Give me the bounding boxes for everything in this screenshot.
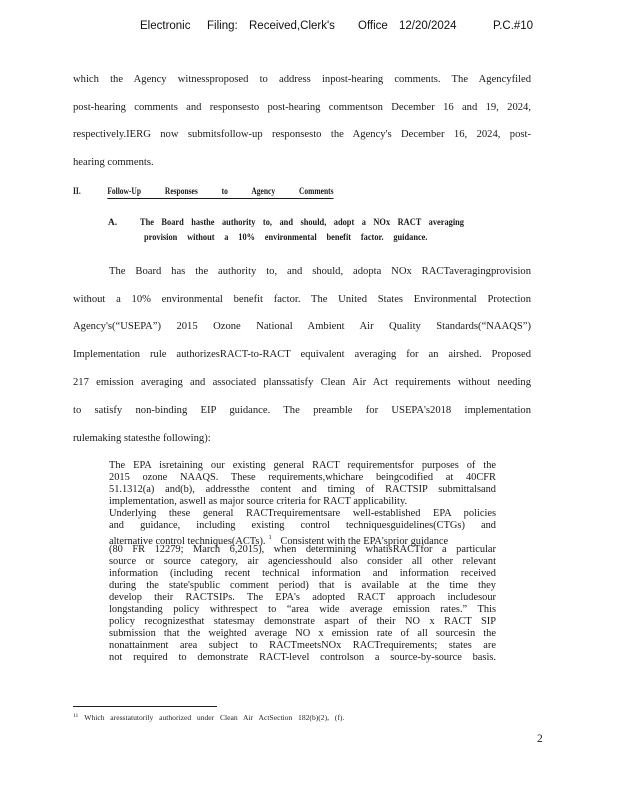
body-line: Implementation rule authorizesRACT-to-RACT equivalent averaging for an airshed. Proposed (73, 349, 531, 360)
quote-line: and guidance, including existing control techniquesguidelines(CTGs) and (109, 520, 496, 531)
quote-line-text: alternative control techniques(ACTs). (109, 536, 266, 547)
quote-line: 51.1312(a) and(b), addressthe content and timing of RACTSIP submittalsand (109, 484, 496, 495)
header-filing: Filing: (207, 20, 238, 32)
quote-line: policy recognizesthat statesmay demonstrate aspart of their NO x RACT SIP (109, 616, 496, 627)
body-line: rulemaking statesthe following): (73, 433, 211, 444)
body-line: The Board has the authority to, and should, adopta NOx RACTaveragingprovision (109, 266, 531, 277)
quote-line: during the state'spublic comment period) that is available at the time they (109, 580, 496, 591)
footnote-text: Which aresstatutorily authorized under Clean Air ActSection 182(b)(2), (f). (84, 713, 345, 722)
subheading-letter: A. (108, 218, 118, 228)
quote-line: nonattainment area subject to RACTmeetsNOx RACTrequirements; states are (109, 640, 496, 651)
quote-line-text: Consistent with the EPA'sprior guidance (280, 536, 449, 547)
quote-line: (80 FR 12279; March 6,2015), when determining whatisRACTfor a particular (109, 544, 496, 555)
filing-header (0, 20, 618, 38)
footnote-reference: 1 (268, 534, 272, 541)
subheading (108, 216, 500, 231)
intro-line: respectively.IERG now submitsfollow-up responsesto the Agency's December 16, 2024, post- (73, 129, 531, 140)
section-number: II. (73, 186, 81, 197)
section-title: Follow-Up Responses to Agency Comments (107, 186, 334, 197)
footnote-divider (73, 706, 217, 707)
header-office: Office (358, 20, 388, 32)
quote-line: information (including recent technical information and information received (109, 568, 496, 579)
header-received-clerks: Received,Clerk's (249, 20, 335, 32)
quote-line: 2015 ozone NAAQS. These requirements,whichare beingcodified at 40CFR (109, 472, 496, 483)
quote-line: implementation, aswell as major source criteria for RACT applicability. (109, 496, 408, 507)
subheading-line: The Board hasthe authority to, and should, adopt a NOx RACT averaging (140, 218, 464, 228)
header-date: 12/20/2024 (399, 20, 457, 32)
quote-line: longstanding policy withrespect to “area wide average emission rates.” This (109, 604, 496, 615)
page-number: 2 (537, 733, 543, 745)
quote-line: develop their RACTSIPs. The EPA's adopted RACT approach includesour (109, 592, 496, 603)
quote-line: Underlying these general RACTrequirementsare well-established EPA policies (109, 508, 496, 519)
footnote-marker: 11 (73, 713, 79, 719)
quote-line: submission that the weighted average NO x emission rate of all sourcesin the (109, 628, 496, 639)
body-line: without a 10% environmental benefit factor. The United States Environmental Protection (73, 294, 531, 305)
body-line: 217 emission averaging and associated planssatisfy Clean Air Act requirements without needing (73, 377, 531, 388)
header-pc-number: P.C.#10 (493, 20, 534, 32)
body-line: to satisfy non-binding EIP guidance. The preamble for USEPA's2018 implementation (73, 405, 531, 416)
intro-line: which the Agency witnessproposed to address inpost-hearing comments. The Agencyfiled (73, 74, 531, 85)
body-line: Agency's(“USEPA”) 2015 Ozone National Ambient Air Quality Standards(“NAAQS”) (73, 321, 531, 332)
quote-line: The EPA isretaining our existing general RACT requirementsfor purposes of the (109, 460, 496, 471)
quote-line: source or source category, air agenciesshould also consider all other relevant (109, 556, 496, 567)
intro-line: hearing comments. (73, 157, 154, 168)
footnote (73, 713, 344, 722)
intro-line: post-hearing comments and responsesto post-hearing commentson December 16 and 19, 2024, (73, 102, 531, 113)
quote-line: not required to demonstrate RACT-level controlson a source-by-source basis. (109, 652, 496, 663)
section-heading (73, 186, 334, 199)
subheading-line: provision without a 10% environmental benefit factor. guidance. (144, 233, 428, 243)
header-electronic: Electronic (140, 20, 191, 32)
